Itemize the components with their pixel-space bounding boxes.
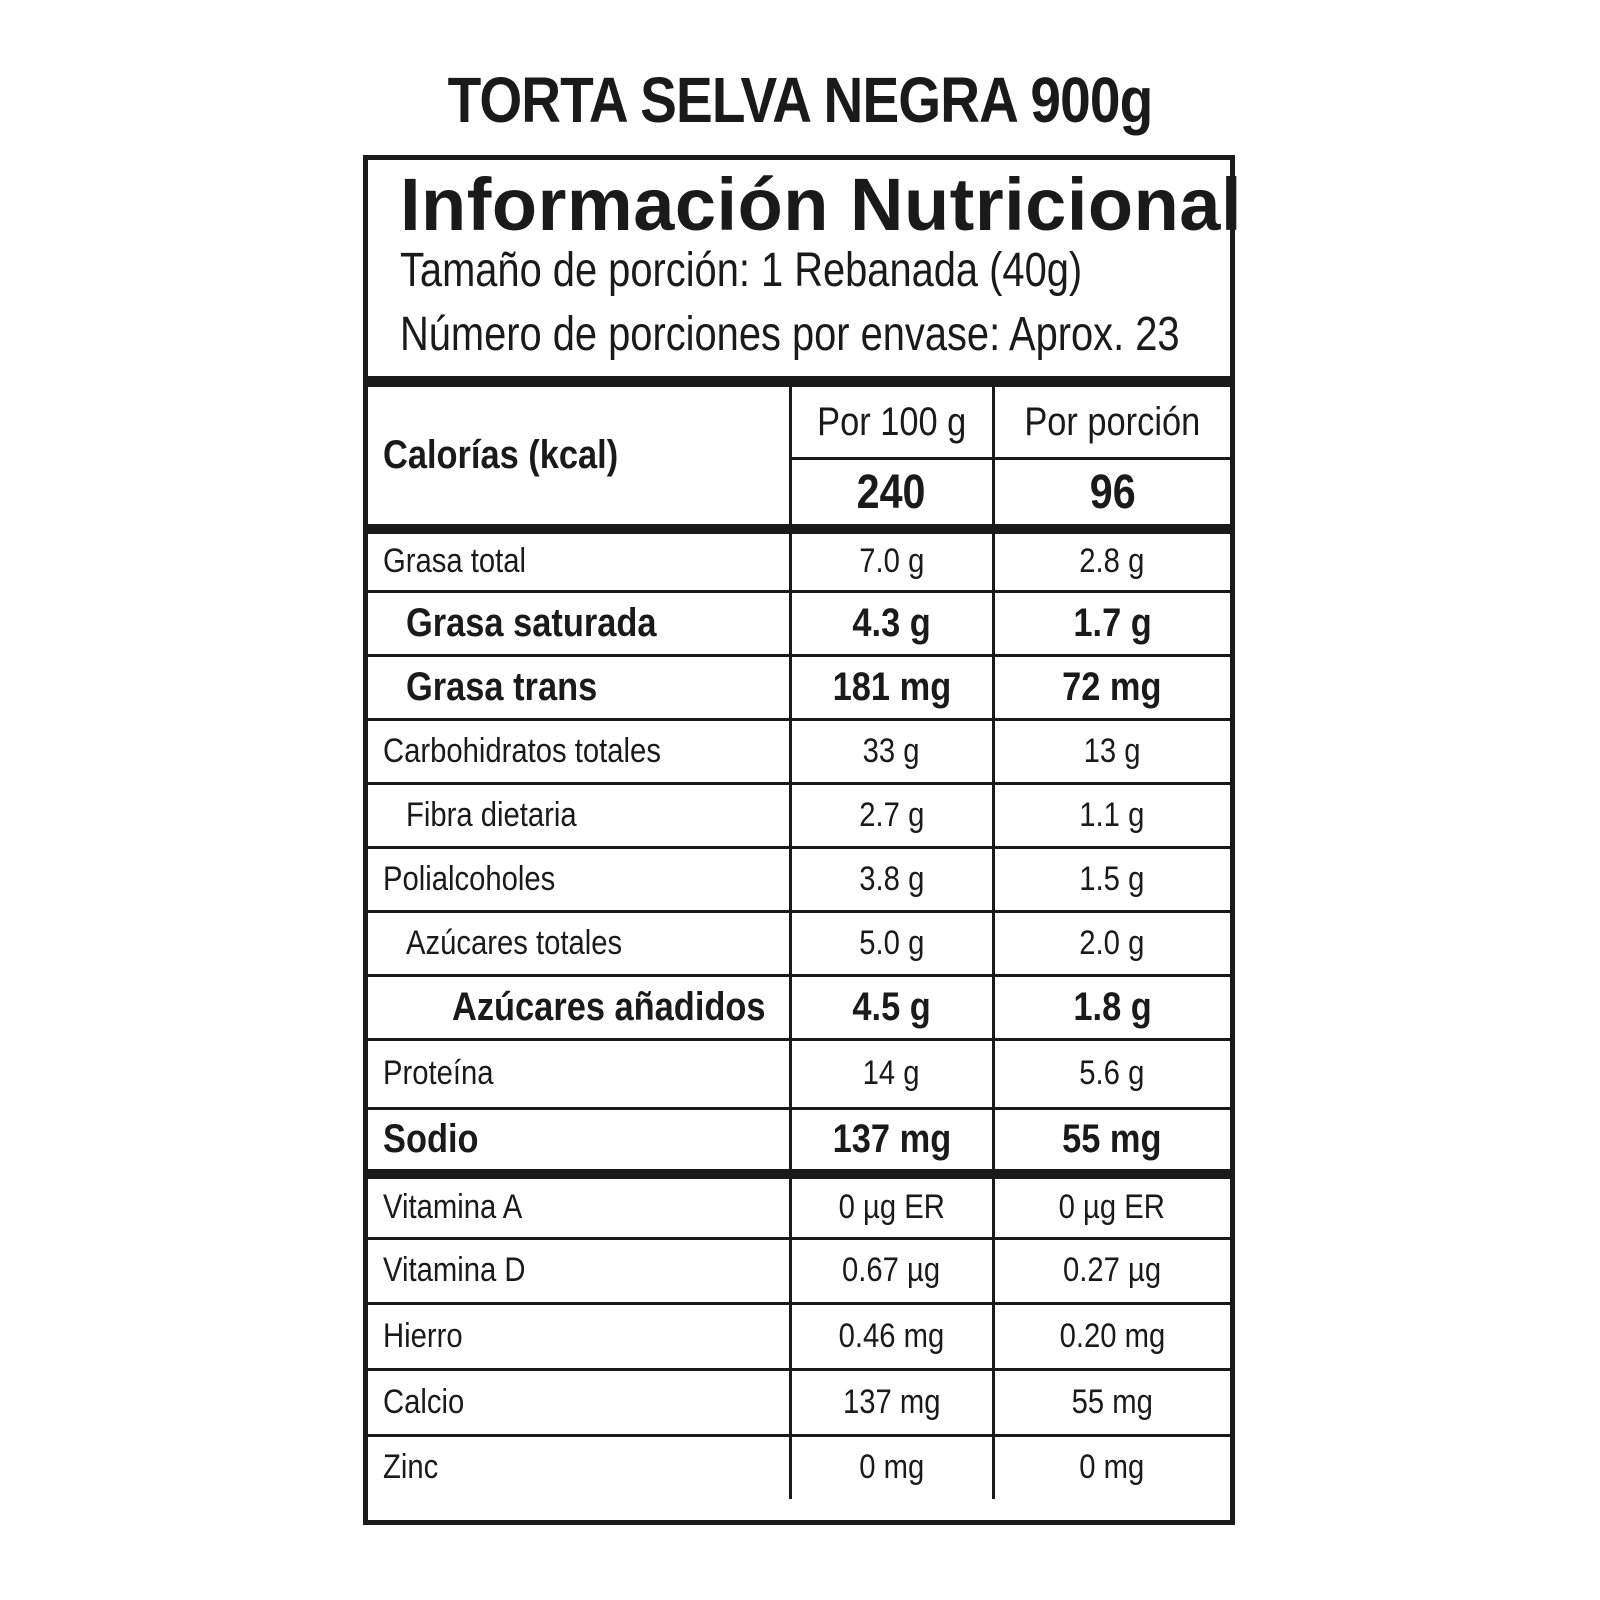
table-row	[368, 529, 1230, 591]
nutrient-name: Vitamina D	[368, 1238, 790, 1303]
per-serving-value: 2.8 g	[993, 529, 1230, 591]
label-header	[368, 160, 1243, 385]
nutrient-name: Grasa saturada	[368, 591, 790, 655]
table-row	[368, 975, 1230, 1039]
table-row	[368, 783, 1230, 847]
table-row	[368, 655, 1230, 719]
per-serving-value: 13 g	[993, 719, 1230, 783]
per-100g-value: 14 g	[790, 1039, 993, 1108]
per-serving-value: 1.8 g	[993, 975, 1230, 1039]
per-100g-value: 4.3 g	[790, 591, 993, 655]
calories-per-serving: 96	[993, 459, 1230, 530]
per-100g-value: 33 g	[790, 719, 993, 783]
table-row	[368, 1174, 1230, 1238]
nutrient-name: Proteína	[368, 1039, 790, 1108]
nutrient-name: Azúcares totales	[368, 911, 790, 975]
per-100g-value: 0.46 mg	[790, 1303, 993, 1369]
product-title: TORTA SELVA NEGRA 900g	[447, 64, 1153, 136]
table-row	[368, 911, 1230, 975]
serving-size: Tamaño de porción: 1 Rebanada (40g)	[400, 244, 1083, 297]
table-row	[368, 591, 1230, 655]
col-per-serving: Por porción	[993, 387, 1230, 459]
per-100g-value: 0 mg	[790, 1435, 993, 1499]
per-serving-value: 55 mg	[993, 1369, 1230, 1435]
servings-per-container: Número de porciones por envase: Aprox. 23	[400, 308, 1180, 361]
per-100g-value: 3.8 g	[790, 847, 993, 911]
nutrient-name: Zinc	[368, 1435, 790, 1499]
per-100g-value: 0.67 µg	[790, 1238, 993, 1303]
per-serving-value: 1.1 g	[993, 783, 1230, 847]
calories-label: Calorías (kcal)	[368, 387, 790, 529]
nutrient-name: Polialcoholes	[368, 847, 790, 911]
column-header-row	[368, 387, 1230, 459]
per-serving-value: 0.20 mg	[993, 1303, 1230, 1369]
per-100g-value: 5.0 g	[790, 911, 993, 975]
nutrient-name: Hierro	[368, 1303, 790, 1369]
per-100g-value: 2.7 g	[790, 783, 993, 847]
calories-per-100g: 240	[790, 459, 993, 530]
per-100g-value: 7.0 g	[790, 529, 993, 591]
nutrient-name: Azúcares añadidos	[368, 975, 790, 1039]
thick-divider	[368, 376, 1230, 387]
per-100g-value: 0 µg ER	[790, 1174, 993, 1238]
per-serving-value: 0 µg ER	[993, 1174, 1230, 1238]
table-row	[368, 1435, 1230, 1499]
per-serving-value: 55 mg	[993, 1108, 1230, 1174]
col-per-100g: Por 100 g	[790, 387, 993, 459]
per-serving-value: 0.27 µg	[993, 1238, 1230, 1303]
per-100g-value: 137 mg	[790, 1108, 993, 1174]
nutrient-name: Grasa trans	[368, 655, 790, 719]
per-100g-value: 4.5 g	[790, 975, 993, 1039]
per-serving-value: 5.6 g	[993, 1039, 1230, 1108]
per-100g-value: 137 mg	[790, 1369, 993, 1435]
table-row	[368, 1303, 1230, 1369]
nutrient-name: Grasa total	[368, 529, 790, 591]
per-serving-value: 72 mg	[993, 655, 1230, 719]
nutrition-label	[363, 155, 1243, 1525]
table-row	[368, 1369, 1230, 1435]
per-serving-value: 0 mg	[1079, 1448, 1145, 1487]
per-serving-value: 2.0 g	[993, 911, 1230, 975]
nutrition-table	[368, 387, 1230, 1499]
nutrient-name: Vitamina A	[368, 1174, 790, 1238]
per-100g-value: 181 mg	[790, 655, 993, 719]
nutrient-name: Fibra dietaria	[368, 783, 790, 847]
table-row	[368, 847, 1230, 911]
label-title: Información Nutricional	[400, 163, 1243, 246]
table-row	[368, 719, 1230, 783]
table-row	[368, 1039, 1230, 1108]
nutrient-name: Carbohidratos totales	[368, 719, 790, 783]
table-row	[368, 1238, 1230, 1303]
per-serving-value: 1.5 g	[993, 847, 1230, 911]
nutrient-name: Sodio	[368, 1108, 790, 1174]
table-row	[368, 1108, 1230, 1174]
per-serving-value: 1.7 g	[993, 591, 1230, 655]
nutrient-name: Calcio	[368, 1369, 790, 1435]
